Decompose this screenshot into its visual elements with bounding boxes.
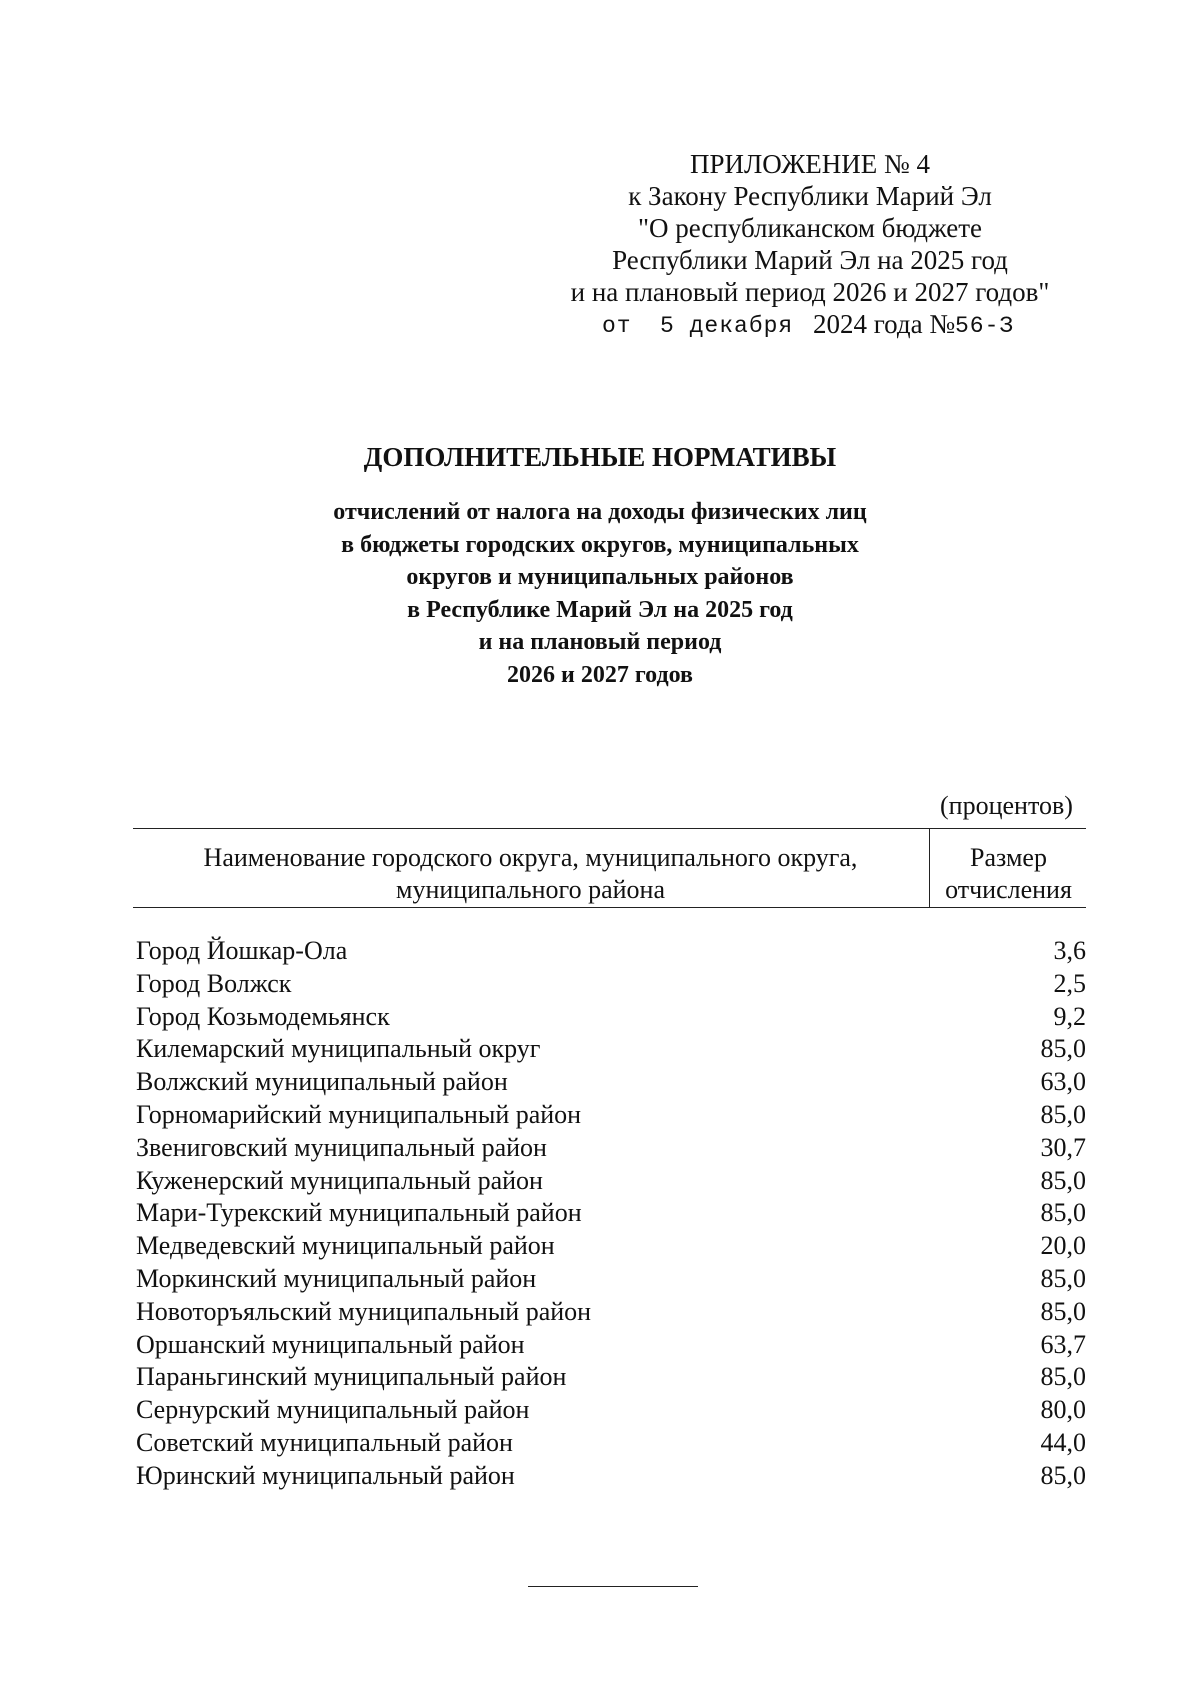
- subtitle-line: отчислений от налога на доходы физических лиц: [333, 499, 867, 525]
- date-value: 5 декабря: [660, 313, 794, 339]
- table-body: [136, 935, 1086, 1493]
- table-row: [136, 1361, 1086, 1394]
- row-name: Килемарский муниципальный округ: [136, 1034, 541, 1064]
- document-title: ДОПОЛНИТЕЛЬНЫЕ НОРМАТИВЫ: [363, 442, 837, 472]
- row-name: Волжский муниципальный район: [136, 1067, 508, 1097]
- table-row: [136, 968, 1086, 1001]
- row-name: Юринский муниципальный район: [136, 1460, 515, 1490]
- row-value: 85,0: [1040, 1165, 1086, 1195]
- row-value: 3,6: [1053, 936, 1086, 965]
- table-header-rule: [133, 907, 1086, 908]
- row-value: 85,0: [1040, 1263, 1086, 1293]
- row-name: Медведевский муниципальный район: [136, 1231, 555, 1261]
- row-name: Новоторъяльский муниципальный район: [136, 1296, 592, 1326]
- document-subtitle: [0, 496, 1200, 691]
- table-row: [136, 1460, 1086, 1493]
- appendix-number: ПРИЛОЖЕНИЕ № 4: [689, 149, 931, 179]
- subtitle-line: в бюджеты городских округов, муниципальных: [341, 531, 859, 558]
- table-column-divider: [929, 828, 930, 908]
- row-value: 85,0: [1040, 1099, 1086, 1129]
- row-name: Советский муниципальный район: [136, 1427, 513, 1457]
- table-row: [136, 935, 1086, 968]
- row-value: 80,0: [1040, 1395, 1086, 1425]
- row-value: 20,0: [1040, 1231, 1086, 1261]
- table-row: [136, 1165, 1086, 1198]
- table-header-name: [133, 842, 928, 906]
- row-value: 63,7: [1040, 1329, 1086, 1359]
- table-row: [136, 1197, 1086, 1230]
- row-value: 85,0: [1040, 1362, 1086, 1392]
- table-row: [136, 1132, 1086, 1165]
- row-value: 85,0: [1040, 1296, 1086, 1326]
- row-value: 44,0: [1040, 1427, 1086, 1457]
- row-name: Оршанский муниципальный район: [136, 1329, 525, 1359]
- appendix-law-title-1: "О республиканском бюджете: [637, 213, 983, 243]
- row-value: 30,7: [1040, 1132, 1086, 1162]
- row-value: 85,0: [1040, 1198, 1086, 1228]
- table-row: [136, 1329, 1086, 1362]
- row-value: 9,2: [1053, 1001, 1086, 1031]
- table-header-size: [931, 842, 1086, 906]
- header-name-line: муниципального района: [396, 875, 665, 904]
- appendix-header: [530, 148, 1090, 342]
- appendix-law-title-2: Республики Марий Эл на 2025 год: [612, 245, 1008, 275]
- row-value: 2,5: [1053, 968, 1086, 998]
- table-top-rule: [133, 828, 1086, 829]
- row-name: Моркинский муниципальный район: [136, 1263, 537, 1293]
- appendix-law-ref: к Закону Республики Марий Эл: [628, 181, 992, 211]
- date-suffix: 2024 года №: [813, 309, 956, 339]
- table-row: [136, 1033, 1086, 1066]
- header-size-line: отчисления: [945, 875, 1072, 904]
- row-name: Город Волжск: [136, 968, 292, 998]
- table-row: [136, 1066, 1086, 1099]
- row-name: Город Козьмодемьянск: [136, 1001, 390, 1031]
- units-label: (процентов): [940, 791, 1073, 820]
- table-row: [136, 1427, 1086, 1460]
- document-end-rule: [528, 1586, 698, 1587]
- subtitle-line: 2026 и 2027 годов: [507, 661, 693, 688]
- row-name: Горномарийский муниципальный район: [136, 1099, 582, 1129]
- table-row: [136, 1230, 1086, 1263]
- appendix-date-line: [530, 308, 1090, 342]
- subtitle-line: в Республике Марий Эл на 2025 год: [407, 596, 793, 623]
- subtitle-line: и на плановый период: [478, 629, 722, 655]
- appendix-law-title-3: и на плановый период 2026 и 2027 годов": [570, 277, 1050, 307]
- row-name: Параньгинский муниципальный район: [136, 1362, 567, 1392]
- table-row: [136, 1099, 1086, 1132]
- row-name: Сернурский муниципальный район: [136, 1395, 530, 1425]
- row-value: 85,0: [1040, 1034, 1086, 1064]
- date-prefix: от: [602, 313, 632, 339]
- header-name-line: Наименование городского округа, муниципального округа,: [203, 843, 858, 872]
- row-name: Город Йошкар-Ола: [136, 936, 348, 965]
- row-name: Звениговский муниципальный район: [136, 1132, 547, 1162]
- table-row: [136, 1263, 1086, 1296]
- table-row: [136, 1296, 1086, 1329]
- law-number: 56-З: [955, 313, 1015, 339]
- header-size-line: Размер: [970, 843, 1047, 872]
- row-name: Куженерский муниципальный район: [136, 1165, 543, 1195]
- row-value: 63,0: [1040, 1067, 1086, 1097]
- subtitle-line: округов и муниципальных районов: [406, 564, 794, 590]
- row-name: Мари-Турекский муниципальный район: [136, 1198, 582, 1228]
- table-row: [136, 1001, 1086, 1034]
- table-row: [136, 1394, 1086, 1427]
- row-value: 85,0: [1040, 1460, 1086, 1490]
